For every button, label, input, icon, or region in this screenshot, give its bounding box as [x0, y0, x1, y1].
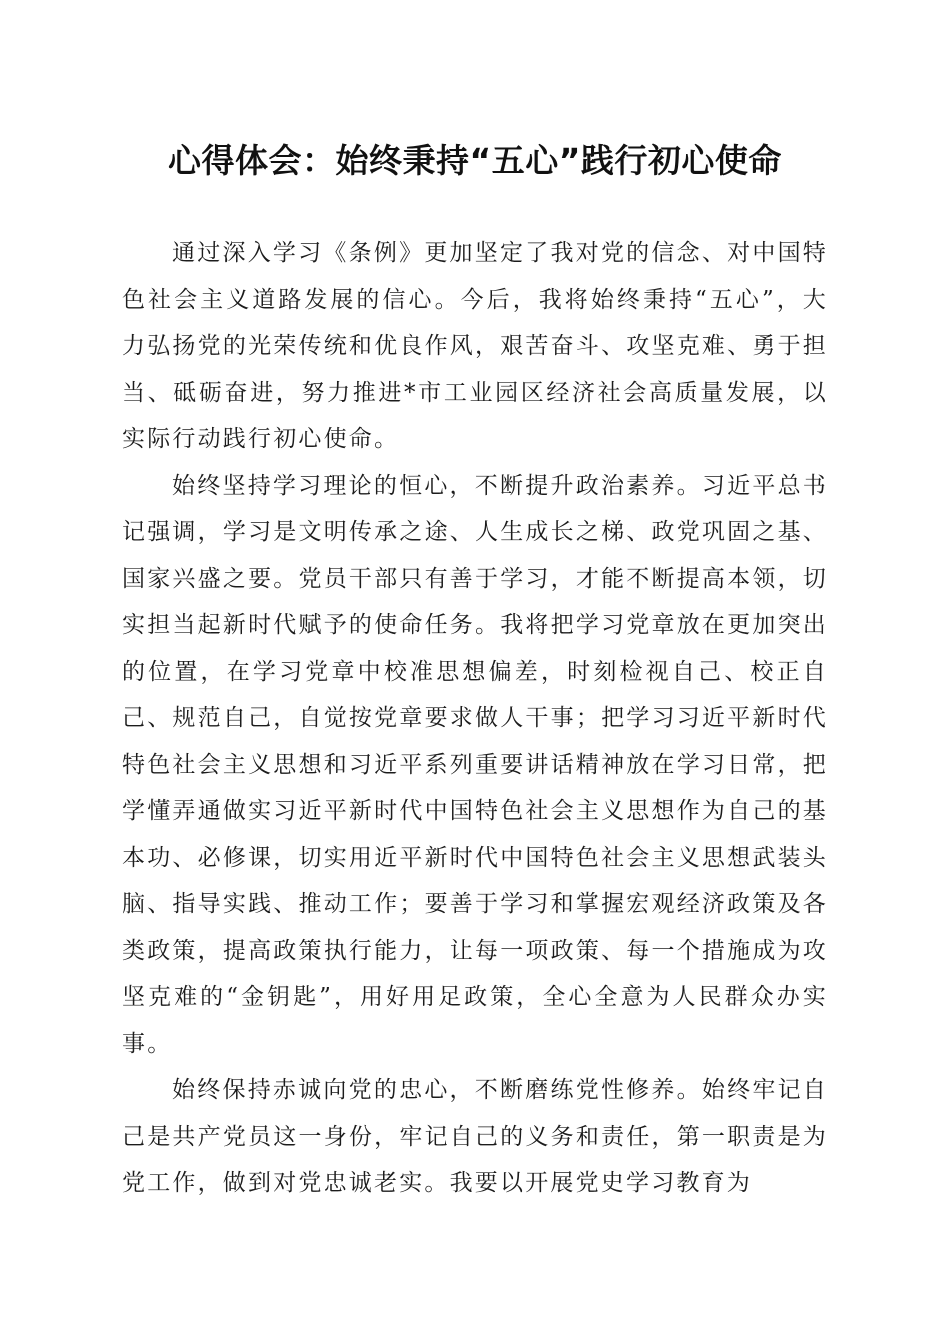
- paragraph-loyalty: 始终保持赤诚向党的忠心，不断磨练党性修养。始终牢记自己是共产党员这一身份，牢记自己的义务和责任，第一职责是为党工作，做到对党忠诚老实。我要以开展党史学习教育为: [122, 1077, 828, 1196]
- document-title: 心得体会：始终秉持“五心”践行初心使命: [168, 141, 782, 180]
- document-body: [122, 230, 828, 1207]
- paragraph-intro: 通过深入学习《条例》更加坚定了我对党的信念、对中国特色社会主义道路发展的信心。今后，我将始终秉持“五心”，大力弘扬党的光荣传统和优良作风，艰苦奋斗、攻坚克难、勇于担当、砥砺奋进，努力推进*市工业园区经济社会高质量发展，以实际行动践行初心使命。: [122, 240, 828, 452]
- paragraph-study-theory: 始终坚持学习理论的恒心，不断提升政治素养。习近平总书记强调，学习是文明传承之途、人生成长之梯、政党巩固之基、国家兴盛之要。党员干部只有善于学习，才能不断提高本领，切实担当起新时代赋予的使命任务。我将把学习党章放在更加突出的位置，在学习党章中校准思想偏差，时刻检视自己、校正自己、规范自己，自觉按党章要求做人干事；把学习习近平新时代特色社会主义思想和习近平系列重要讲话精神放在学习日常，把学懂弄通做实习近平新时代中国特色社会主义思想作为自己的基本功、必修课，切实用近平新时代中国特色社会主义思想武装头脑、指导实践、推动工作；要善于学习和掌握宏观经济政策及各类政策，提高政策执行能力，让每一项政策、每一个措施成为攻坚克难的“金钥匙”，用好用足政策，全心全意为人民群众办实事。: [122, 472, 828, 1057]
